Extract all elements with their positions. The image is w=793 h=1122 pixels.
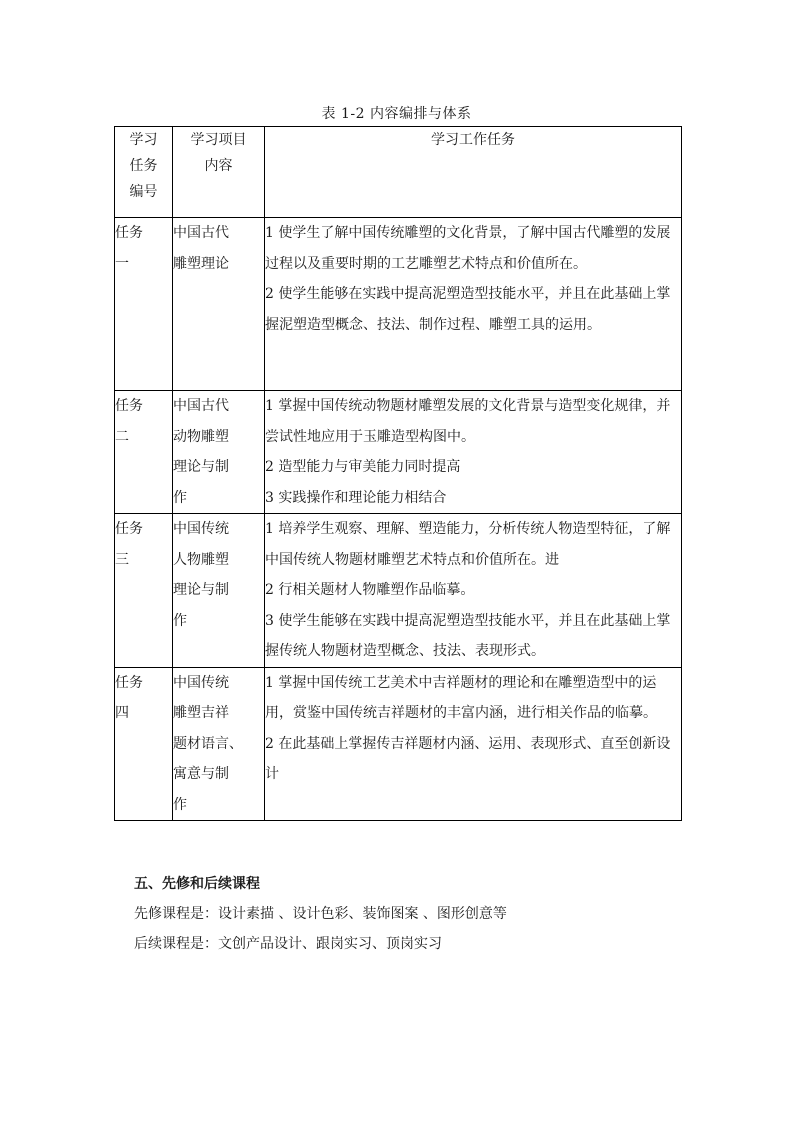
table-row bbox=[115, 667, 682, 821]
project-name-text: 理论与制 bbox=[173, 582, 229, 598]
project-name-text: 寓意与制 bbox=[173, 766, 229, 782]
task-item: 1 掌握中国传统动物题材雕塑发展的文化背景与造型变化规律，并尝试性地应用于玉雕造型构图中。 bbox=[265, 398, 671, 445]
header-text: 学习 bbox=[129, 132, 158, 148]
work-tasks-cell bbox=[265, 514, 682, 668]
task-number-text: 二 bbox=[115, 428, 129, 445]
table-row bbox=[115, 218, 682, 391]
task-item: 1 培养学生观察、理解、塑造能力，分析传统人物造型特征，了解中国传统人物题材雕塑艺术特点和价值所在。进 bbox=[265, 521, 671, 568]
task-item: 2 行相关题材人物雕塑作品临摹。 bbox=[265, 582, 475, 598]
task-item: 3 使学生能够在实践中提高泥塑造型技能水平，并且在此基础上掌握传统人物题材造型概念、技法、表现形式。 bbox=[265, 612, 671, 659]
task-item: 2 在此基础上掌握传吉祥题材内涵、运用、表现形式、直至创新设计 bbox=[265, 735, 671, 782]
table-row bbox=[115, 514, 682, 668]
section-heading: 五、先修和后续课程 bbox=[134, 876, 260, 892]
task-number-cell bbox=[115, 514, 173, 668]
project-name-cell bbox=[173, 667, 265, 821]
project-name-text: 作 bbox=[173, 796, 187, 813]
task-number-text: 任务 bbox=[115, 521, 143, 537]
header-text: 学习项目 bbox=[190, 132, 247, 148]
prerequisite-courses: 先修课程是：设计素描 、设计色彩、装饰图案 、图形创意等 bbox=[134, 906, 507, 922]
followup-courses: 后续课程是：文创产品设计、跟岗实习、顶岗实习 bbox=[134, 936, 442, 952]
table-row bbox=[115, 391, 682, 514]
project-name-text: 人物雕塑 bbox=[173, 551, 229, 568]
header-text: 内容 bbox=[204, 158, 233, 174]
task-item: 1 使学生了解中国传统雕塑的文化背景，了解中国古代雕塑的发展过程以及重要时期的工艺雕塑艺术特点和价值所在。 bbox=[265, 225, 671, 272]
task-number-text: 任务 bbox=[115, 674, 143, 691]
task-item: 2 使学生能够在实践中提高泥塑造型技能水平，并且在此基础上掌握泥塑造型概念、技法、制作过程、雕塑工具的运用。 bbox=[265, 286, 671, 333]
project-name-text: 作 bbox=[173, 489, 187, 506]
project-name-text: 动物雕塑 bbox=[173, 428, 229, 445]
header-project-content bbox=[173, 127, 265, 218]
task-number-text: 一 bbox=[115, 255, 129, 272]
header-text: 任务 bbox=[129, 158, 158, 174]
project-name-text: 雕塑理论 bbox=[173, 255, 229, 272]
task-number-cell bbox=[115, 391, 173, 514]
task-item: 2 造型能力与审美能力同时提高 bbox=[265, 459, 461, 475]
project-name-text: 中国传统 bbox=[173, 674, 229, 691]
work-tasks-cell bbox=[265, 667, 682, 821]
project-name-text: 中国古代 bbox=[173, 398, 229, 414]
header-text: 编号 bbox=[129, 184, 158, 200]
content-table bbox=[114, 126, 682, 821]
task-number-cell bbox=[115, 218, 173, 391]
task-number-text: 任务 bbox=[115, 398, 143, 414]
project-name-text: 雕塑吉祥 bbox=[173, 705, 229, 721]
table-caption: 表 1-2 内容编排与体系 bbox=[321, 106, 472, 122]
work-tasks-cell bbox=[265, 391, 682, 514]
task-number-text: 任务 bbox=[115, 225, 143, 241]
task-number-text: 四 bbox=[115, 705, 129, 721]
project-name-cell bbox=[173, 218, 265, 391]
table-header-row bbox=[115, 127, 682, 218]
project-name-cell bbox=[173, 391, 265, 514]
project-name-text: 中国传统 bbox=[173, 521, 229, 537]
task-item: 3 实践操作和理论能力相结合 bbox=[265, 489, 447, 506]
work-tasks-cell bbox=[265, 218, 682, 391]
header-work-tasks bbox=[265, 127, 682, 218]
header-text: 学习工作任务 bbox=[431, 132, 515, 148]
project-name-text: 题材语言、 bbox=[173, 735, 243, 752]
project-name-text: 作 bbox=[173, 612, 187, 629]
project-name-text: 中国古代 bbox=[173, 225, 229, 241]
project-name-cell bbox=[173, 514, 265, 668]
task-item: 1 掌握中国传统工艺美术中吉祥题材的理论和在雕塑造型中的运用，赏鉴中国传统吉祥题材的丰富内涵，进行相关作品的临摹。 bbox=[265, 674, 657, 721]
task-number-text: 三 bbox=[115, 551, 129, 568]
task-number-cell bbox=[115, 667, 173, 821]
header-task-number bbox=[115, 127, 173, 218]
project-name-text: 理论与制 bbox=[173, 459, 229, 475]
